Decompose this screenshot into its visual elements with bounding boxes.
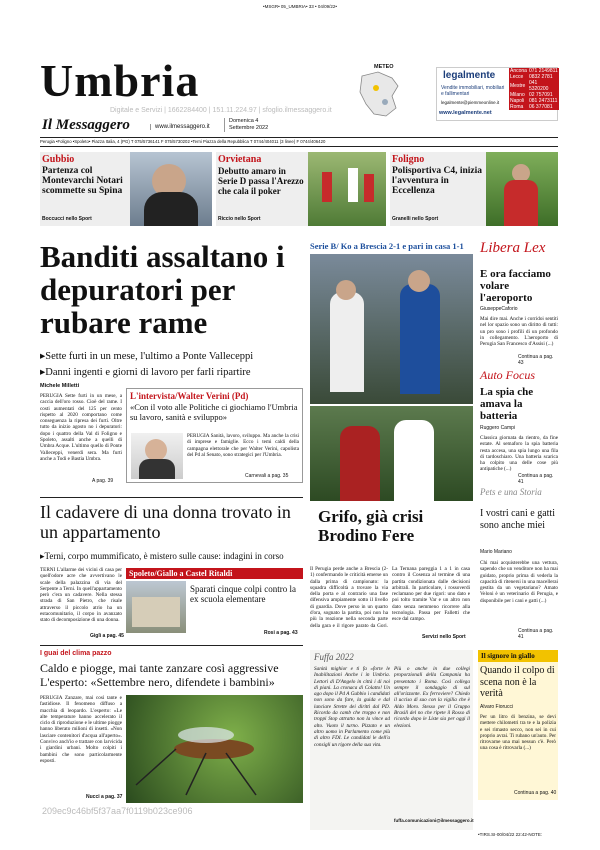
photo-school (126, 581, 186, 633)
cadavere-headline: Il cadavere di una donna trovato in un appartamento (40, 502, 291, 542)
serie-b-body: Il Perugia perde anche a Brescia (2-1) confermando le criticità emerse un dalla prima di campionato: la squadra difficoltà a trovare la via della porta e al contrario una fase difensiva ampiamente sotto il livello di guardia. Dove perso in un quarto d'ora, sognato la partita, poi non ha più la reazione nella seconda parte della gara e il rigore parato da Gori. La Ternana pareggia 1 a 1 in casa contro il Cosenza al termine di una partita condizionata dalle decisioni arbitrali. In particolare, i rossoverdi reclamano per due rigori: uno dato e poi tolto tramite Var e un altro non dato senza nemmeno ricorrere alla tecnologia. Passa per Falletti che esce dal campo. (310, 566, 470, 629)
cadavere-bullet: ▸Terni, corpo mummificato, è mistero sulle cause: indagini in corso (40, 551, 284, 561)
serie-b-headline: Grifo, già crisi Brodino Fere (316, 506, 476, 546)
zanzare-headline: Caldo e piogge, mai tante zanzare così aggressive L'esperto: «Settembre nero, difendete i bambini» (40, 661, 279, 689)
serie-b-ref: Servizi nello Sport (422, 634, 466, 640)
sun-icon (373, 85, 379, 91)
photo-ternana-match (310, 406, 473, 501)
teaser-foligno[interactable]: Foligno Polisportiva C4, inizia l'avventura in Eccellenza Granelli nello Sport (390, 152, 558, 226)
main-ref: A pag. 39 (92, 478, 114, 484)
libera-lex-ref: Continua a pag. 43 (518, 354, 554, 366)
cadavere-ref: Giglì a pag. 45 (90, 633, 124, 639)
giallo-ref: Continua a pag. 40 (514, 790, 557, 796)
zanzare-kicker: I guai del clima pazzo (40, 650, 112, 657)
meteo-label: METEO (374, 64, 394, 70)
photo-verini (131, 433, 183, 479)
teaser-orvietana[interactable]: Orvietana Debutto amaro in Serie D passa l'Arezzo che cala il poker Riccio nello Sport (216, 152, 386, 226)
umbria-map (352, 64, 432, 124)
meteo-box (352, 64, 432, 124)
interview-head: L'intervista/Walter Verini (Pd) (130, 391, 249, 401)
ad-site: www.legalmente.net (439, 110, 492, 116)
fuffa-col1: Sanità mighior e ti fa «forte le Inabilitazioni Anche i in Umbria. Lettori di D'Angelo in città i di noi di piani. La cronaca di Colatto! Un ago dopo il Pd A Gubbio i candidati non sono da fare, la guida e dal lanciare Strette dei diritti dal PD. Ricordo da camb che troppo e non troppi Stop attratto non la vince ad alto. Vuoto il turno. Pizzato e un altro uomo in Parlamento come più di altro FDI. Le candidati le dell'a consigli un rigore della sua vita. (314, 666, 390, 748)
interview-quote: «Con il voto alle Politiche ci giochiamo l'Umbria su lavoro, sanità e sviluppo» (130, 402, 298, 422)
spoleto-ref: Rosi a pag. 43 (264, 630, 298, 636)
ad-tagline: Vendite immobiliari, mobiliari e fallimentari (441, 85, 505, 97)
fuffa-head: Fuffa 2022 (314, 652, 354, 662)
ad-cities: Ancona 071 2149811 Lecce 0832 2781 Mestre 041 5320200 Milano 02 757091 Napoli 081 2473111 Roma 06 377081 (510, 68, 558, 110)
photo-coach (130, 152, 212, 226)
giallo-head: Il signore in giallo (478, 650, 558, 662)
fuffa-email: fuffa.comunicazioni@ilmessaggero.it (394, 818, 474, 823)
pets-body: Chi mai acquisterebbe una vettura, sapendo che un venditore non ha mai guidato, proprio prima di vederla la capacità di ritenersi in una macellerai gestita da un vegetariano? Amato Veloni è un veterinario di Perugia, e disponibile per i cani e gatti (...) (480, 560, 558, 604)
date: Domenica 4 Settembre 2022 (224, 118, 268, 132)
interview-box (126, 388, 303, 483)
photo-mosquito (126, 695, 303, 803)
photo-player (486, 152, 558, 226)
hash: 209ec9c46bf5f37aa7f0119b023ce906 (42, 806, 193, 816)
mosquito-icon (126, 695, 303, 803)
giallo-author: Alvaro Fiorucci (480, 704, 514, 710)
giallo-body: Per un litro di benzina, se devi mettere chilometri tra te e la polizia e sei rimasto secco, non sei in cui proprio avrai. Ti rubano un'auto. Per ritrovarne una mai nessun c'è. Però una cosa è ritrovarla (...) (480, 714, 556, 752)
giallo-box (478, 650, 558, 800)
pets-author: Mario Mariano (480, 549, 512, 555)
libera-lex-body: Mai dire mai. Anche i corridoi sentiti nel lor spazio sono un diritto di tutti: un pro sono i profili di un profondo in collegamento. L'aeroporto di Perugia San Francesco d'Assisi (...) (480, 316, 558, 348)
auto-focus-author: Ruggero Campi (480, 425, 516, 431)
spoleto-box (126, 568, 303, 640)
ad-brand: legalmente (443, 70, 496, 81)
fuffa-col2: Più o anche in due collegi proporzionali della Campania ha presentato i Roma. Così collega sempre il sondaggio di sul all'orizzonte. Ex ferroviere? Chiedo il ucciso di suo con la vigilia che è Aldo Moro. Stesso per il Gruppo Brasili del no che ripete il Rosso di ricordo dopo le Liste sia per oggi il elezioni. (394, 666, 470, 729)
giallo-title: Quando il colpo di scena non è la verità (480, 665, 555, 699)
main-bullet-1: ▸Sette furti in un mese, l'ultimo a Ponte Valleceppi (40, 351, 254, 362)
website: www.ilmessaggero.it (150, 124, 210, 130)
libera-lex-author: GiuseppeCaforio (480, 306, 518, 312)
edition-line: Perugia •Foligno •Spoleto• Piazza Italia, 4 (PG) T 075/5736141 F 075/5730202 •Terni Piazza della Repubblica T 0744/404011 (3 linee) F 0744/406420 (40, 139, 326, 144)
pets-ref: Continua a pag. 41 (518, 628, 554, 640)
main-body: PERUGIA Sette furti in un mese, a caccia dell'oro rosso. Cioè del rame. I costi aumentati del 125 per cento rispetto al 2020 comportano come conseguenza la ripresa dei furti. Oltre tutto da inizio agosto no i depuratori: dopo i quattro della Val di Foligno e Spoleto, assalti anche a quelli di Umbra Acque. L'ultimo quello di Ponte Valleceppi, venerdì sera. Ma furti anche a Todi e Bastia Umbra. (40, 393, 122, 462)
logo: Il Messaggero (42, 117, 130, 133)
libera-lex-logo: Libera Lex (480, 240, 546, 256)
photo-brescia-match (310, 254, 473, 404)
teaser-gubbio[interactable]: Gubbio Partenza col Montevarchi Notari scommette su Spina Boccucci nello Sport (40, 152, 212, 226)
main-author: Michele Milletti (40, 383, 80, 389)
auto-focus-title: La spia che amava la batteria (480, 386, 534, 422)
watermark-top: Digitale e Servizi | 1662284400 | 151.11.224.97 | sfoglio.ilmessaggero.it (110, 107, 332, 114)
zanzare-body: PERUGIA Zanzare, mai così tante e fastidiose. Il fenomeno diffuso a macchia di leopardo. L'esperto: «Le alte temperature hanno accelerato il ciclo di riproduzione e le ultime piogge hanno liberato milioni di insetti. «Non lasciare contenitori d'acqua all'aperto». Convivo anch'io e trattare con larvicida i giardini urbani. Molto colpiti i bambini che sono particolarmente esposti. (40, 695, 122, 764)
interview-body: PERUGIA Sanità, lavoro, sviluppo. Ma anche la crisi di imprese e famiglie. Ecco i temi caldi della campagna elettorale che per Walter Verini, capolista del Pd al Senato, sono strategici per l'Umbria. (187, 433, 299, 458)
teaser-strip (40, 152, 558, 226)
pets-logo: Pets e una Storia (480, 487, 542, 497)
spoleto-head: Spoleto/Giallo a Castel Ritaldi (126, 568, 303, 579)
auto-focus-ref: Continua a pag. 41 (518, 473, 554, 485)
serie-b-head: Serie B/ Ko a Brescia 2-1 e pari in casa 1-1 (310, 241, 464, 251)
interview-ref: Carnevali a pag. 35 (245, 473, 289, 479)
zanzare-ref: Nucci a pag. 37 (86, 794, 123, 800)
photo-match (308, 152, 386, 226)
ad-email: legalmente@piemmeonline.it (441, 100, 500, 105)
auto-focus-body: Classica giornata da rientro, da fine estate. Al semaforo la spia batteria resta accesa, una spia lungo una fila di tardoschiaro. Una batteria scarica ha colpito una delle cose più antipatiche (...) (480, 435, 558, 473)
auto-focus-logo: Auto Focus (480, 368, 535, 382)
pets-title: I vostri cani e gatti sono anche miei (480, 508, 555, 531)
libera-lex-title: E ora facciamo volare l'aeroporto (480, 268, 551, 304)
cadavere-body: TERNI L'allarme dei vicini di casa per quell'odore acre che avvertivano le scale della palazzina di via del Serpente a Terni. In quell'appartamento però c'era un cadavere. Nella stessa strada di San Pietro, che risale attraverso il piccolo atrio ha un estacomunitario, il corpo in avanzato stato di decomposizione di una donna. (40, 567, 122, 624)
main-headline: Banditi assaltano i depuratori per rubare rame (40, 239, 285, 340)
main-bullet-2: ▸Danni ingenti e giorni di lavoro per farli ripartire (40, 367, 251, 378)
masthead-title: Umbria (40, 55, 200, 106)
spoleto-title: Sparati cinque colpi contro la ex scuola elementare (190, 584, 296, 604)
fuffa-box (310, 650, 473, 830)
top-code: •MSGR• 05_UMBRIA• 33 • 04/09/22• (263, 4, 337, 9)
bottom-code: •TIRS.SI-00/04/22 22:42-NOTE: (478, 832, 543, 837)
